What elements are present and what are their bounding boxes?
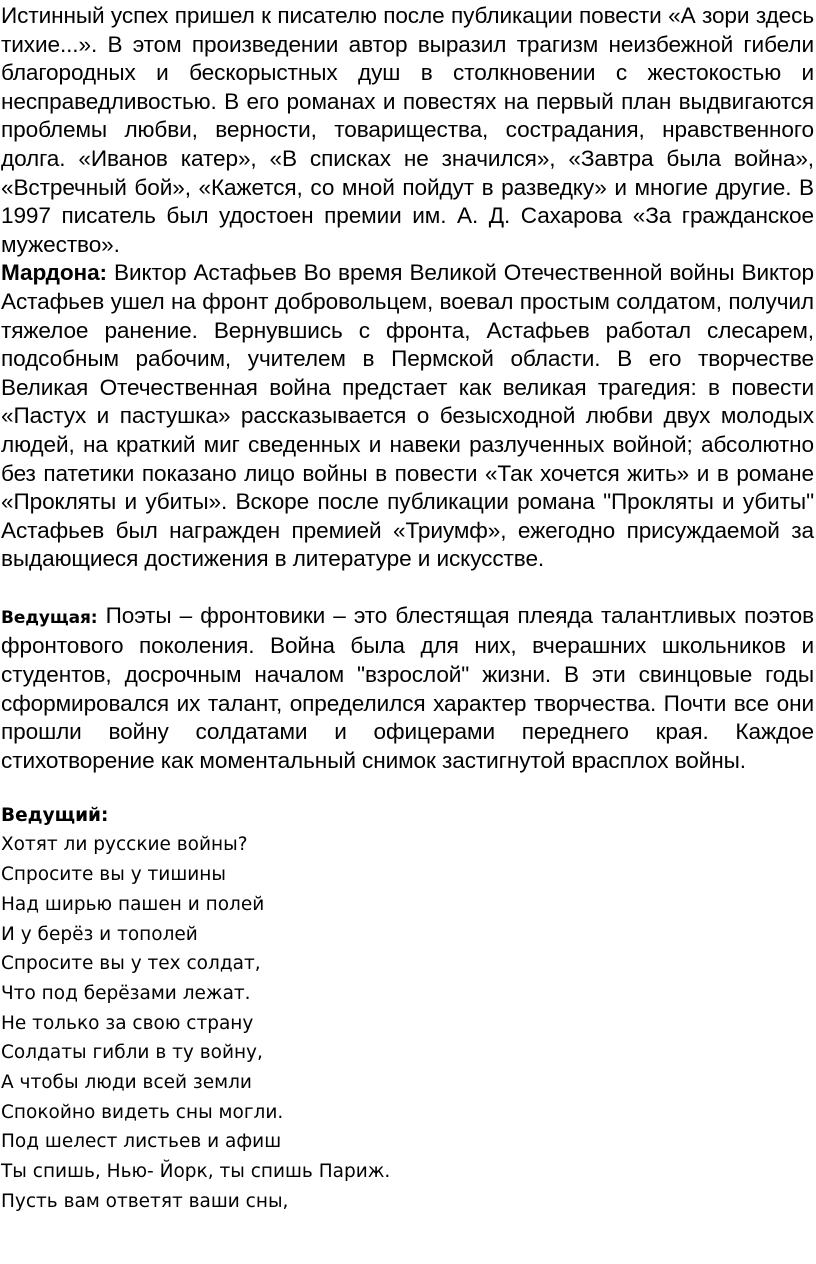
poem-line: И у берёз и тополей bbox=[1, 923, 198, 945]
poem-line: Спросите вы у тишины bbox=[1, 864, 226, 886]
paragraph-vasiliev: Истинный успех пришел к писателю после публикации повести «А зори здесь тихие...». В этом произведении автор выразил трагизм неизбежной гибели благородных и бескорыстных душ в столкновении с жестокостью и несправедливостью. В его романах и повестях на первый план выдвигаются проблемы любви, верности, товарищества, сострадания, нравственного долга. «Иванов катер», «В списках не значился», «Завтра была война», «Встречный бой», «Кажется, со мной пойдут в разведку» и многие другие. В 1997 писатель был удостоен премии им. А. Д. Сахарова «За гражданское мужество». bbox=[1, 3, 814, 257]
poem-line: Не только за свою страну bbox=[1, 1012, 254, 1034]
poem-line: Хотят ли русские войны? bbox=[1, 834, 248, 856]
poem-line: Пусть вам ответят ваши сны, bbox=[1, 1190, 289, 1212]
poem-line: А чтобы люди всей земли bbox=[1, 1071, 252, 1093]
paragraph-astafiev-text: Виктор Астафьев Во время Великой Отечественной войны Виктор Астафьев ушел на фронт добровольцем, воевал простым солдатом, получил тяжелое ранение. Вернувшись с фронта, Астафьев работал слесарем, подсобным рабочим, учителем в Пермской области. В его творчестве Великая Отечественная война предстает как великая трагедия: в повести «Пастух и пастушка» рассказывается о безысходной любви двух молодых людей, на краткий миг сведенных и навеки разлученных войной; абсолютно без патетики показано лицо войны в повести «Так хочется жить» и в романе «Прокляты и убиты». Вскоре после публикации романа "Прокляты и убиты" Астафьев был награжден премией «Триумф», ежегодно присуждаемой за выдающиеся достижения в литературе и искусстве. bbox=[1, 260, 814, 572]
paragraph-front-poets bbox=[1, 602, 814, 776]
speaker-label-vedushchiy: Ведущий: bbox=[1, 805, 109, 827]
poem-line: Ты спишь, Нью- Йорк, ты спишь Париж. bbox=[1, 1161, 391, 1182]
paragraph-front-poets-text: Поэты – фронтовики – это блестящая плеяда талантливых поэтов фронтового поколения. Война была для них, вчерашних школьников и студентов, досрочным началом "взрослой" жизни. В эти свинцовые годы сформировался их талант, определился характер творчества. Почти все они прошли войну солдатами и офицерами переднего края. Каждое стихотворение как моментальный снимок застигнутой врасплох войны. bbox=[1, 602, 814, 773]
poem-line: Спросите вы у тех солдат, bbox=[1, 953, 261, 975]
speaker-label-vedushchaya: Ведущая: bbox=[1, 607, 98, 628]
poem-line: Что под берёзами лежат. bbox=[1, 982, 251, 1004]
poem-line: Над ширью пашен и полей bbox=[1, 893, 265, 915]
paragraph-spacer bbox=[1, 574, 814, 602]
poem-line: Солдаты гибли в ту войну, bbox=[1, 1042, 263, 1064]
poem-line: Под шелест листьев и афиш bbox=[1, 1131, 282, 1153]
poem-line: Спокойно видеть сны могли. bbox=[1, 1101, 284, 1123]
speaker-label-mardona: Мардона: bbox=[1, 260, 107, 286]
paragraph-astafiev bbox=[1, 259, 814, 574]
poem-block bbox=[1, 830, 814, 1216]
